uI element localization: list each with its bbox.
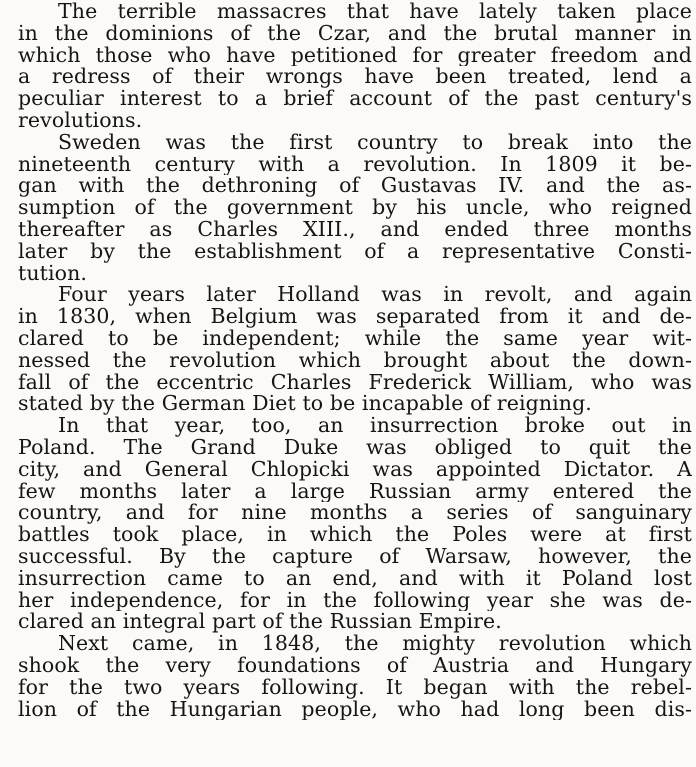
article-line: The terrible massacres that have lately taken place [58, 1, 692, 23]
article-line: which those who have petitioned for greater freedom and [18, 44, 692, 67]
article-line: her independence, for in the following year she was de- [18, 589, 692, 612]
article-line: clared an integral part of the Russian Empire. [18, 611, 502, 634]
article-line: later by the establishment of a representative Consti- [18, 240, 692, 263]
article-line: clared to be independent; while the same year wit- [18, 327, 692, 350]
article-line: tution. [18, 262, 87, 285]
article-line: city, and General Chlopicki was appointed Dictator. A [18, 458, 692, 481]
article-line: Next came, in 1848, the mighty revolution which [58, 633, 692, 655]
article-line: lion of the Hungarian people, who had long been dis- [18, 698, 692, 721]
article-line: peculiar interest to a brief account of the past century's [18, 88, 692, 110]
article-line: insurrection came to an end, and with it Poland lost [18, 567, 692, 590]
article-line: stated by the German Diet to be incapable of reigning. [18, 393, 592, 416]
article-line: nessed the revolution which brought about the down- [18, 349, 692, 372]
article-line: few months later a large Russian army entered the [18, 480, 692, 503]
article-column [18, 1, 692, 720]
article-line: for the two years following. It began with the rebel- [18, 676, 692, 699]
article-line: revolutions. [18, 109, 143, 132]
article-line: in 1830, when Belgium was separated from it and de- [18, 306, 692, 328]
article-line: gan with the dethroning of Gustavas IV. and the as- [18, 175, 692, 198]
article-line: thereafter as Charles XIII., and ended three months [18, 218, 692, 241]
article-line: sumption of the government by his uncle, who reigned [18, 197, 692, 219]
article-line: fall of the eccentric Charles Frederick William, who was [18, 371, 692, 394]
article-line: nineteenth century with a revolution. In 1809 it be- [18, 153, 692, 176]
article-line: In that year, too, an insurrection broke out in [58, 415, 692, 437]
article-line: a redress of their wrongs have been treated, lend a [18, 66, 692, 89]
article-line: Four years later Holland was in revolt, and again [58, 284, 692, 307]
article-line: Poland. The Grand Duke was obliged to quit the [18, 436, 692, 459]
article-line: battles took place, in which the Poles were at first [18, 524, 692, 546]
article-line: country, and for nine months a series of sanguinary [18, 502, 692, 525]
article-line: shook the very foundations of Austria and Hungary [18, 654, 692, 677]
article-line: in the dominions of the Czar, and the brutal manner in [18, 22, 692, 45]
article-line: successful. By the capture of Warsaw, however, the [18, 545, 692, 568]
article-line: Sweden was the first country to break into the [58, 131, 692, 154]
